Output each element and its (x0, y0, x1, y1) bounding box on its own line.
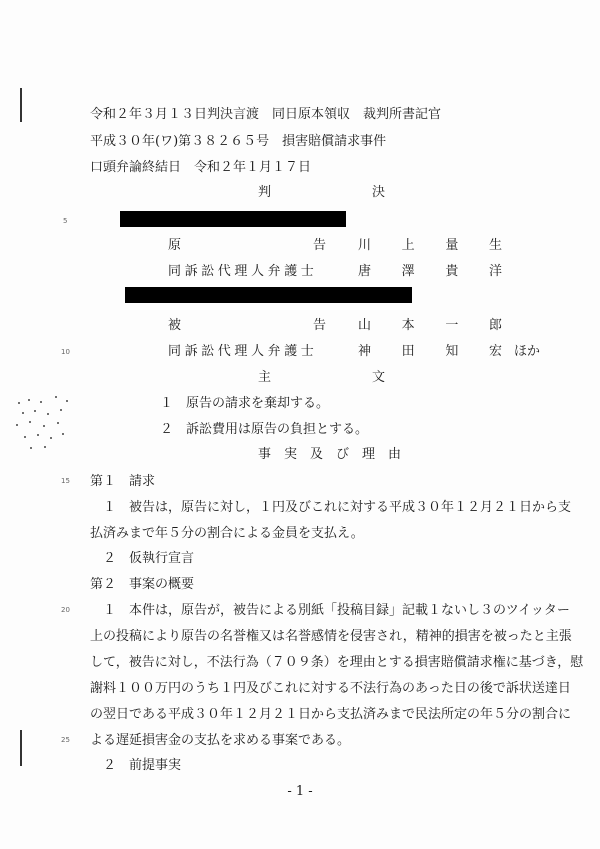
header-line-3: 口頭弁論終結日 令和２年１月１７日 (90, 160, 312, 175)
main-text-item-1: １ 原告の請求を棄却する。 (160, 396, 330, 411)
section-2-para-1-line-2: 上の投稿により原告の名誉権又は名誉感情を侵害され，精神的損害を被ったと主張 (90, 629, 572, 644)
defendant-counsel-name: 神 田 知 宏 (358, 344, 502, 359)
section-2-para-1-line-6: よる遅延損害金の支払を求める事案である。 (90, 733, 351, 748)
section-2-para-2: ２ 前提事実 (103, 758, 182, 773)
title-char-2: 決 (372, 185, 386, 200)
redaction-defendant-address (125, 287, 412, 303)
line-number-20: 20 (61, 606, 70, 614)
main-text-heading-char-2: 文 (372, 370, 386, 385)
section-1-para-2: ２ 仮執行宣言 (103, 551, 195, 566)
section-2-para-1-line-3: して，被告に対し，不法行為（７０９条）を理由とする損害賠償請求権に基づき，慰 (90, 655, 584, 670)
section-2-para-1-line-1: １ 本件は，原告が，被告による別紙「投稿目録」記載１ないし３のツイッター (103, 603, 570, 618)
line-number-10: 10 (61, 348, 70, 356)
plaintiff-name: 川 上 量 生 (358, 238, 502, 253)
section-2-para-1-line-5: の翌日である平成３０年１２月２１日から支払済みまで民法所定の年５分の割合に (90, 707, 572, 722)
section-1-para-1-line-2: 払済みまで年５分の割合による金員を支払え。 (90, 526, 364, 541)
section-1-title: 第１ 請求 (90, 474, 156, 489)
defendant-name: 山 本 一 郎 (358, 318, 502, 333)
redaction-plaintiff-address (120, 211, 346, 227)
reasons-heading: 事 実 及 び 理 由 (258, 447, 402, 462)
defendant-counsel-suffix: ほか (514, 344, 541, 359)
section-2-para-1-line-4: 謝料１００万円のうち１円及びこれに対する不法行為のあった日の後で訴状送達日 (90, 681, 571, 696)
left-margin-bar-bottom (20, 730, 22, 766)
header-line-1: 令和２年３月１３日判決言渡 同日原本領収 裁判所書記官 (90, 107, 442, 122)
plaintiff-counsel-name: 唐 澤 貴 洋 (358, 264, 502, 279)
line-number-15: 15 (61, 477, 70, 485)
plaintiff-role: 原 告 (168, 238, 326, 253)
defendant-counsel-role: 同訴訟代理人弁護士 (168, 344, 318, 359)
section-2-title: 第２ 事案の概要 (90, 577, 195, 592)
line-number-25: 25 (61, 736, 70, 744)
title-char-1: 判 (258, 185, 272, 200)
main-text-item-2: ２ 訴訟費用は原告の負担とする。 (160, 422, 369, 437)
section-1-para-1-line-1: １ 被告は，原告に対し，１円及びこれに対する平成３０年１２月２１日から支 (103, 500, 572, 515)
header-line-2: 平成３０年(ワ)第３８２６５号 損害賠償請求事件 (90, 134, 387, 149)
page-number: - 1 - (287, 784, 313, 799)
main-text-heading-char-1: 主 (258, 370, 272, 385)
plaintiff-counsel-role: 同訴訟代理人弁護士 (168, 264, 318, 279)
defendant-role: 被 告 (168, 318, 326, 333)
line-number-5: 5 (63, 217, 68, 225)
left-margin-bar-top (20, 88, 22, 122)
